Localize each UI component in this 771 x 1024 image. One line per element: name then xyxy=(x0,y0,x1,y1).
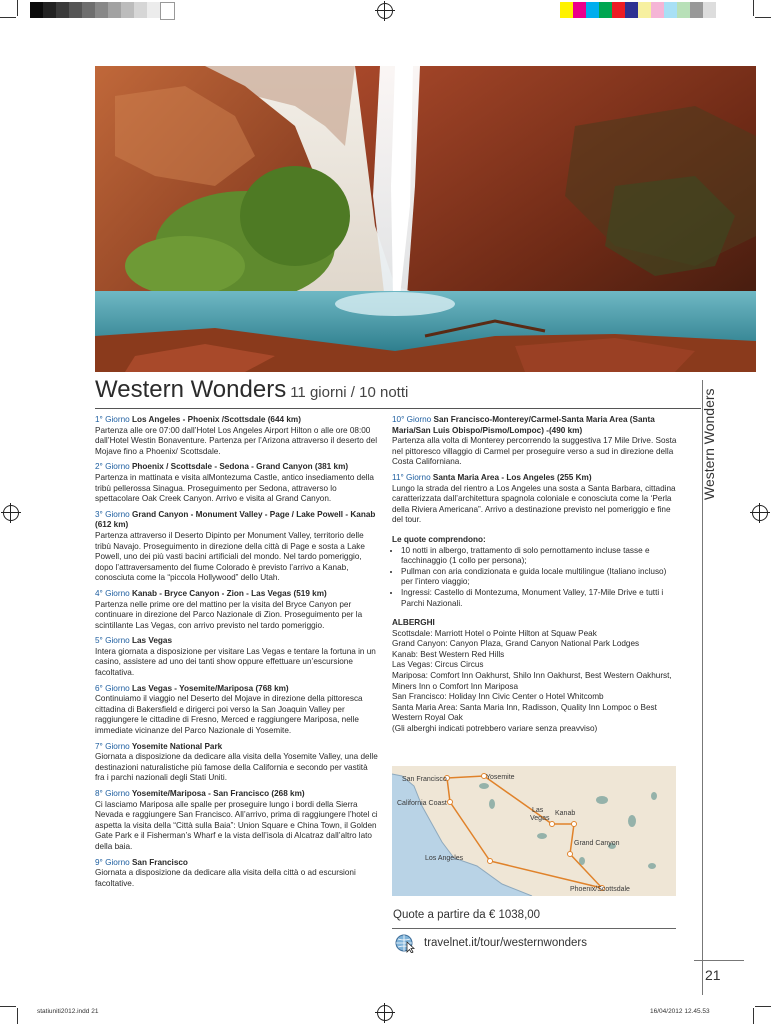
crop-mark xyxy=(753,0,754,16)
day-entry: 3° Giorno Grand Canyon - Monument Valley - Page / Lake Powell - Kanab (612 km) Partenza attraverso il Deserto Dipinto per Monument Valley, territorio delle tribù Navajo. Proseguimento in direzione della città di Page e sosta a Lake Powell, uno dei più vasti bacini artificiali del mondo. Nel tardo pomeriggio, dopo l’attraversamento del fiume Colorado è previsto l’arrivo a Kanab, conosciuta come la “piccola Hollywood” dello Utah. xyxy=(95,509,376,583)
registration-mark-bottom xyxy=(377,1005,393,1021)
hotel-line: Mariposa: Comfort Inn Oakhurst, Shilo Inn Oakhurst, Best Western Oakhurst, Miners Inn o Comfort Inn Mariposa xyxy=(392,671,672,691)
page-number: 21 xyxy=(705,967,721,983)
map-label: Kanab xyxy=(555,810,576,817)
hotel-line: Las Vegas: Circus Circus xyxy=(392,660,484,670)
day-entry: 9° Giorno San Francisco Giornata a disposizione da dedicare alla visita della città o ad escursioni facoltative. xyxy=(95,857,356,888)
title-rule xyxy=(95,408,701,409)
map-point-california-coast xyxy=(448,800,453,805)
includes-list xyxy=(392,546,678,610)
day-entry: 5° Giorno Las Vegas Intera giornata a disposizione per visitare Las Vegas e tentare la fortuna in un casino, assistere ad uno dei tanti show oppure effettuare un’escursione facoltativa. xyxy=(95,636,376,678)
crop-mark xyxy=(17,1008,18,1024)
hotels-heading: ALBERGHI xyxy=(392,618,435,628)
map-point-grand-canyon xyxy=(568,852,573,857)
list-item: • 10 notti in albergo, trattamento di solo pernottamento incluse tasse e facchinaggio (1 collo per persona); xyxy=(401,546,678,567)
map-label: Yosemite xyxy=(486,774,515,781)
footer-filename: statiuniti2012.indd 21 xyxy=(37,1008,99,1015)
itinerary-right-column xyxy=(392,415,678,735)
day-entry: 6° Giorno Las Vegas - Yosemite/Mariposa (768 km) Continuiamo il viaggio nel Deserto del Mojave in direzione della pittoresca cittadina di Bakersfield e dirigerci poi verso la San Joaquin Valley per raggiungere le cittadine di Fresno, Merced e raggiungere Mariposa, nelle immediate vicinanze del Parco Nazionale di Yosemite. xyxy=(95,683,363,736)
hotel-line: Kanab: Best Western Red Hills xyxy=(392,649,505,659)
day-entry: 10° Giorno San Francisco-Monterey/Carmel-Santa Maria Area (Santa Maria/San Luis Obispo/Pismo/Lompoc) -(490 km) Partenza alla volta di Monterey percorrendo la suggestiva 17 Mile Drive. Sosta nel pittoresco villaggio di Carmel per proseguire verso a sud in direzione della Costa Californiana. xyxy=(392,415,677,467)
page-number-rule xyxy=(694,960,744,961)
price-rule xyxy=(392,928,676,929)
day-entry: 2° Giorno Phoenix / Scottsdale - Sedona - Grand Canyon (381 km) Partenza in mattinata e visita alMontezuma Castle, antico insediamento della tribù pellerossa Sinagua. Proseguimento per Sedona, attraverso lo spettacolare Oak Creek Canyon. Arrivo e visita al Grand Canyon. xyxy=(95,462,374,504)
page-title: Western Wonders 11 giorni / 10 notti xyxy=(95,376,409,403)
hotel-line: (Gli alberghi indicati potrebbero variare senza preavviso) xyxy=(392,724,598,734)
side-title: Western Wonders xyxy=(701,388,717,500)
includes-heading: Le quote comprendono: xyxy=(392,534,486,544)
crop-mark xyxy=(0,17,16,18)
list-item: • Ingressi: Castello di Montezuma, Monument Valley, 17-Mile Drive e tutti i Parchi Nazionali. xyxy=(401,588,678,609)
day-entry: 1° Giorno Los Angeles - Phoenix /Scottsdale (644 km) Partenza alle ore 07:00 dall’Hotel Los Angeles Airport Hilton o alle ore 08:00 dall’Hotel Westin Bonaventure. Partenza per l’Arizona attraverso il deserto del Mojave fino a Phoenix/ Scottsdale. xyxy=(95,415,378,456)
price-text: Quote a partire da € 1038,00 xyxy=(393,909,541,921)
hotel-line: Scottsdale: Marriott Hotel o Pointe Hilton at Squaw Peak xyxy=(392,628,597,638)
hotel-line: Santa Maria Area: Santa Maria Inn, Radisson, Quality Inn Lompoc o Best Western Royal Oak xyxy=(392,702,657,723)
itinerary-left-column xyxy=(95,415,379,894)
map-label: Vegas xyxy=(530,815,550,822)
waterfall-photo xyxy=(95,66,756,372)
map-point-kanab xyxy=(572,822,577,827)
page-subtitle: 11 giorni / 10 notti xyxy=(290,384,409,401)
registration-mark-left xyxy=(3,505,19,521)
map-label: Grand Canyon xyxy=(574,840,620,847)
day-entry: 8° Giorno Yosemite/Mariposa - San Francisco (268 km) Ci lasciamo Mariposa alle spalle per proseguire lungo i bordi della Sierra Nevada e raggiungere San Francisco. All’arrivo, prima di raggiungere l’hotel ci aspetta la visita della “Città sulla Baia”: Union Square e China Town, il Golden Gate Park e il Fisherman’s Wharf e la vista dell’isola di Alcatraz dall’altro lato della baia. xyxy=(95,789,378,851)
map-label: Las xyxy=(532,807,544,814)
map-label: San Francisco xyxy=(402,776,447,783)
crop-mark xyxy=(17,0,18,16)
day-entry: 11° Giorno Santa Maria Area - Los Angeles (255 Km) Lungo la strada del rientro a Los Angeles una sosta a Santa Barbara, cittadina caratterizzata dall’architettura spagnola coloniale e conosciuta come la ‘Perla della Riviera Americana”. Arrivo a destinazione previsto nel pomeriggio e fine del tour. xyxy=(392,472,676,525)
registration-mark-top xyxy=(377,3,393,19)
crop-mark xyxy=(753,1008,754,1024)
registration-mark-right xyxy=(752,505,768,521)
globe-cursor-icon xyxy=(395,933,415,953)
day-entry: 7° Giorno Yosemite National Park Giornata a disposizione da dedicare alla visita della Yosemite Valley, una delle destinazioni naturalistiche più famose della California e secondo per vastità fra i parchi nazionali degli Stati Uniti. xyxy=(95,741,378,783)
crop-mark xyxy=(755,17,771,18)
map-label: California Coast xyxy=(397,800,447,807)
map-point-los-angeles xyxy=(488,859,493,864)
hotel-line: San Francisco: Holiday Inn Civic Center o Hotel Whitcomb xyxy=(392,692,604,702)
map-label: Los Angeles xyxy=(425,855,464,862)
map-label: Phoenix/Scottsdale xyxy=(570,886,630,893)
crop-mark xyxy=(0,1006,16,1007)
cmyk-color-bar xyxy=(560,2,716,18)
tour-link[interactable]: travelnet.it/tour/westernwonders xyxy=(424,937,587,949)
list-item: • Pullman con aria condizionata e guida locale multilingue (Italiano incluso) per l’intero viaggio; xyxy=(401,567,678,588)
route-map xyxy=(392,766,676,896)
footer-date: 16/04/2012 12.45.53 xyxy=(650,1008,710,1015)
map-point-las-vegas xyxy=(550,822,555,827)
grayscale-color-bar xyxy=(30,2,175,18)
day-entry: 4° Giorno Kanab - Bryce Canyon - Zion - Las Vegas (519 km) Partenza nelle prime ore del mattino per la visita del Bryce Canyon per continuare in direzione del Parco Nazionale di Zion. Proseguimento per la scintillante Las Vegas, con arrivo previsto nel tardo pomeriggio. xyxy=(95,588,363,630)
hotel-line: Grand Canyon: Canyon Plaza, Grand Canyon National Park Lodges xyxy=(392,639,640,649)
crop-mark xyxy=(755,1006,771,1007)
